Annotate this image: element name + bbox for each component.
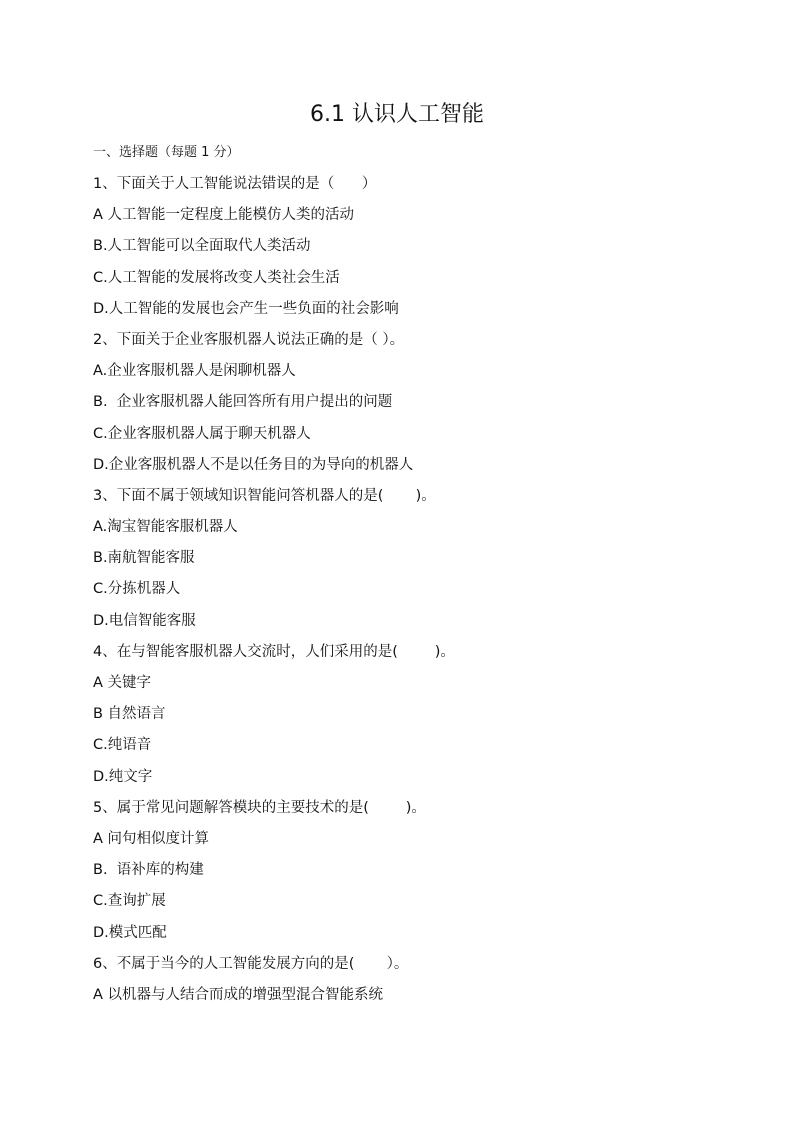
- question-1: 1、下面关于人工智能说法错误的是（ ）: [93, 176, 377, 192]
- question-1-option-c: C.人工智能的发展将改变人类社会生活: [93, 269, 340, 286]
- question-4-option-d: D.纯文字: [93, 768, 153, 785]
- question-5-option-a: A 问句相似度计算: [93, 830, 210, 847]
- question-2-option-d: D.企业客服机器人不是以任务目的为导向的机器人: [93, 456, 414, 473]
- question-4: 4、在与智能客服机器人交流时，人们采用的是( )。: [93, 643, 455, 660]
- question-1-option-a: A 人工智能一定程度上能模仿人类的活动: [93, 207, 355, 224]
- question-2: 2、下面关于企业客服机器人说法正确的是（ ）。: [93, 331, 405, 348]
- question-5-option-b: B. 语补库的构建: [93, 862, 204, 879]
- question-6: 6、不属于当今的人工智能发展方向的是( ）。: [93, 955, 409, 972]
- question-3-option-d: D.电信智能客服: [93, 612, 196, 629]
- section-heading: 一、选择题（每题 1 分）: [93, 145, 240, 160]
- question-2-option-c: C.企业客服机器人属于聊天机器人: [93, 425, 311, 442]
- question-6-option-a: A 以机器与人结合而成的增强型混合智能系统: [93, 986, 384, 1003]
- question-4-option-a: A 关键字: [93, 675, 152, 691]
- question-3-option-a: A.淘宝智能客服机器人: [93, 519, 238, 536]
- question-2-option-b: B. 企业客服机器人能回答所有用户提出的问题: [93, 394, 393, 411]
- question-5-option-c: C.查询扩展: [93, 893, 166, 910]
- question-3: 3、下面不属于领域知识智能问答机器人的是( )。: [93, 487, 436, 504]
- page-title: 6.1 认识人工智能: [310, 102, 484, 127]
- question-3-option-b: B.南航智能客服: [93, 550, 195, 567]
- question-4-option-c: C.纯语音: [93, 737, 152, 754]
- question-3-option-c: C.分拣机器人: [93, 581, 181, 598]
- question-1-option-b: B.人工智能可以全面取代人类活动: [93, 238, 311, 255]
- question-4-option-b: B 自然语言: [93, 706, 166, 723]
- question-5: 5、属于常见问题解答模块的主要技术的是( )。: [93, 799, 426, 816]
- question-1-option-d: D.人工智能的发展也会产生一些负面的社会影响: [93, 300, 399, 317]
- question-list: [93, 172, 773, 1014]
- question-5-option-d: D.模式匹配: [93, 924, 167, 941]
- question-2-option-a: A.企业客服机器人是闲聊机器人: [93, 363, 296, 380]
